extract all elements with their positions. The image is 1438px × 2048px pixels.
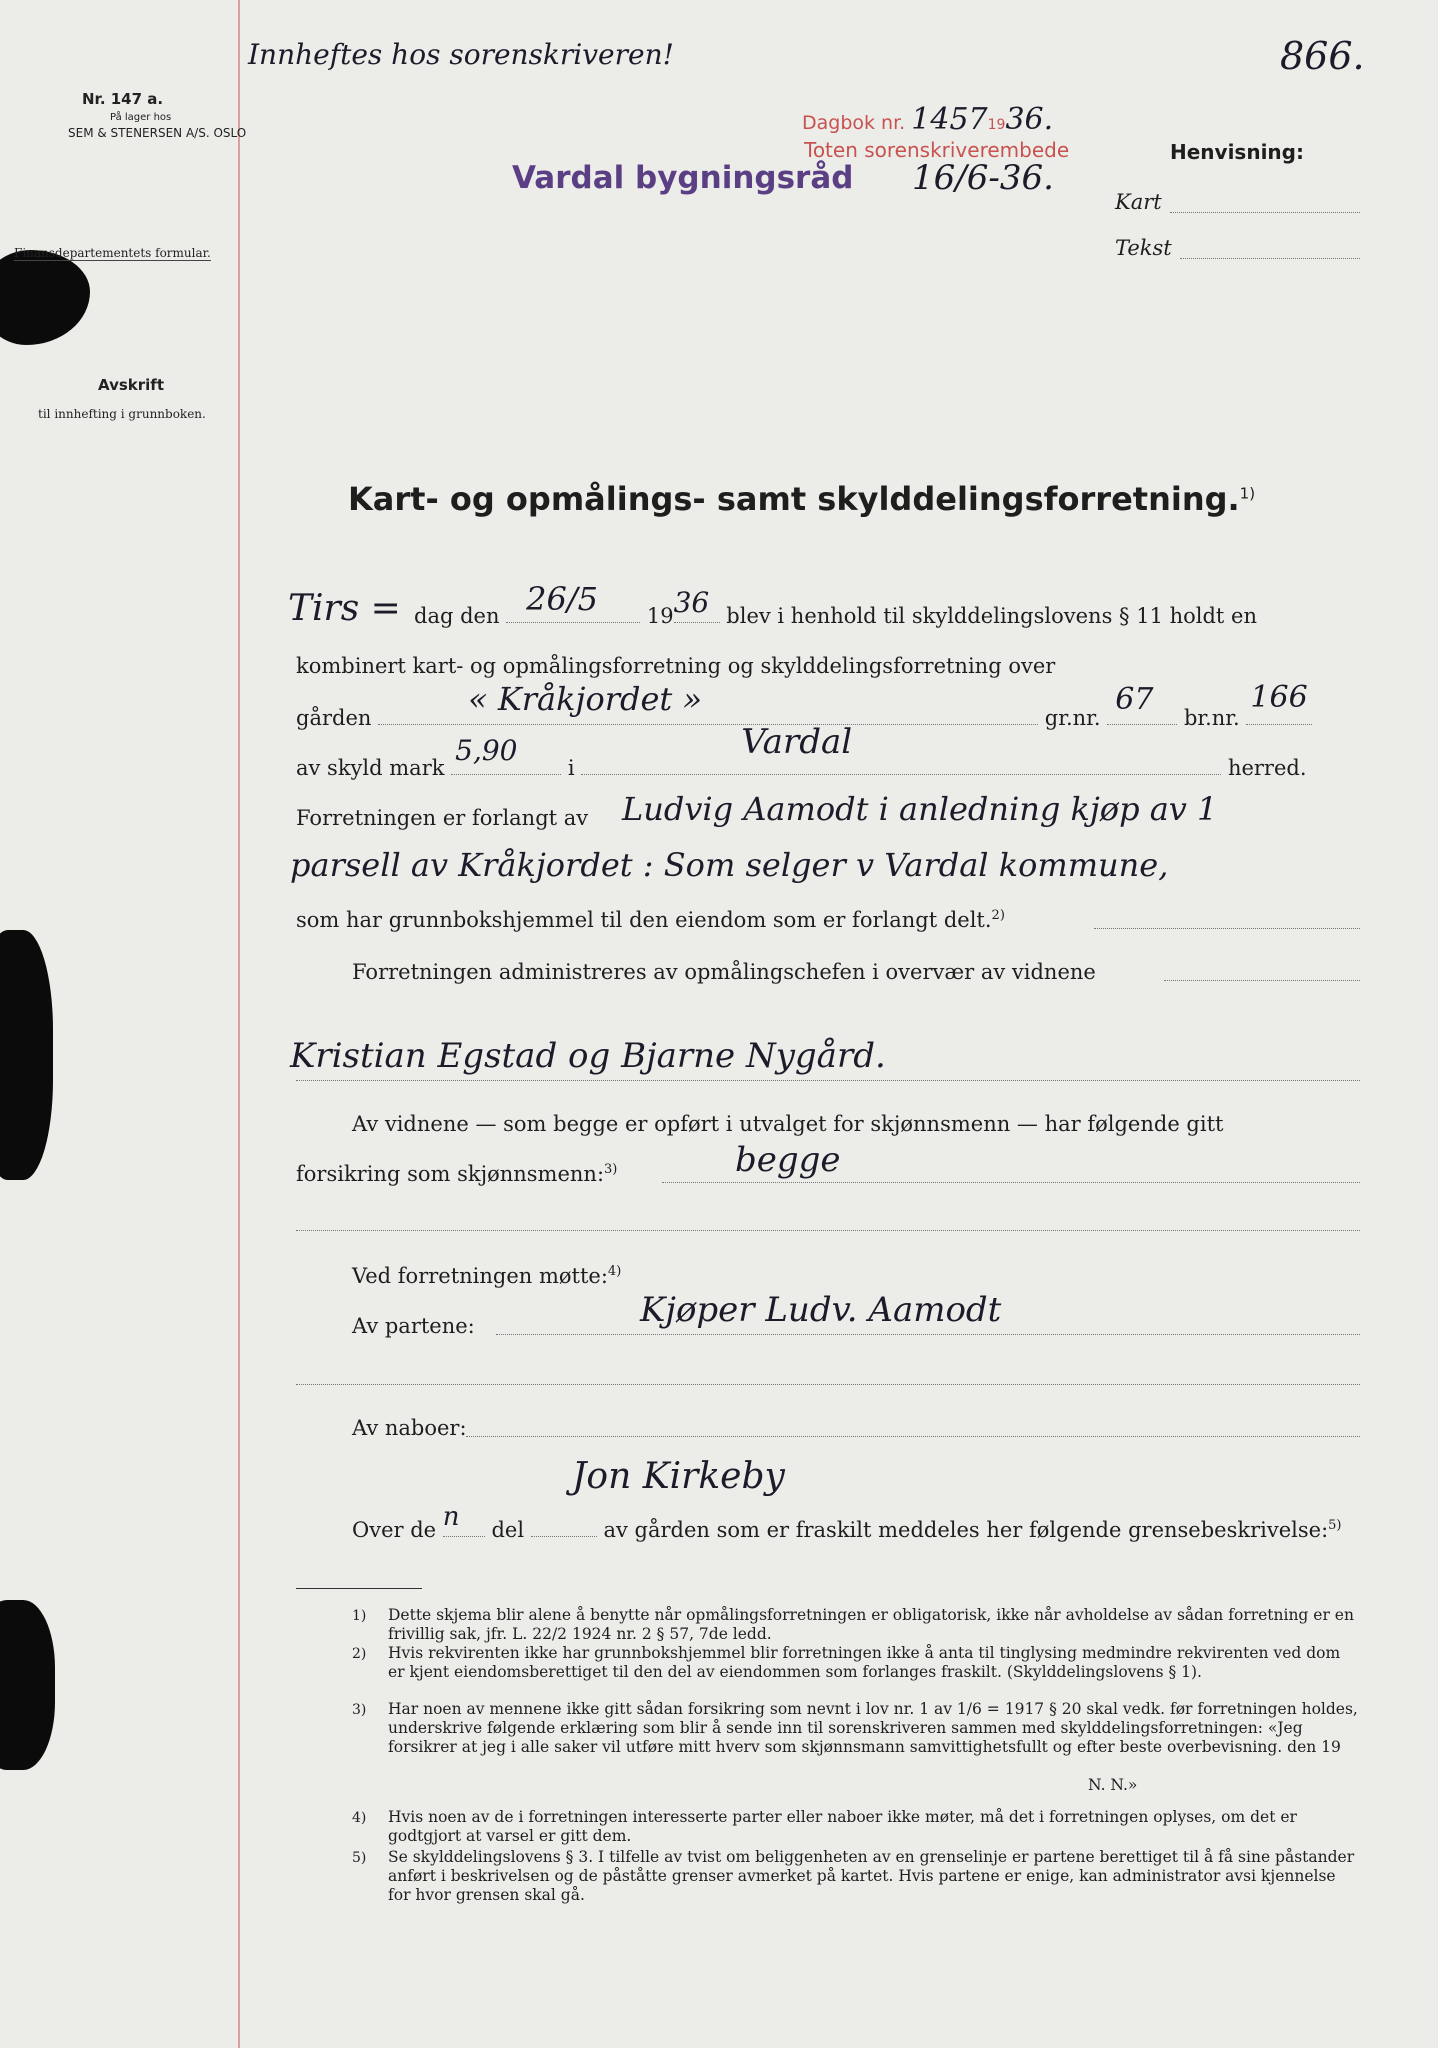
year-prefix: 19: [646, 604, 674, 628]
dag-den-label: dag den: [414, 604, 500, 628]
forsikring-label: forsikring som skjønnsmenn:: [296, 1162, 605, 1186]
ink-blot: [0, 250, 90, 345]
grense-label: av gården som er fraskilt meddeles her følgende grensebeskrivelse:: [603, 1518, 1329, 1542]
date-field: [506, 580, 640, 623]
line-motte: [352, 1264, 621, 1288]
brnr-hand: 166: [1250, 680, 1308, 715]
footnote-3: Har noen av mennene ikke gitt sådan forsikring som nevnt i lov nr. 1 av 1/6 = 1917 § 20 skal vedk. før forretningen holdes, underskrive følgende erklæring som blir å sende inn til sorenskriveren sammen med skylddelingsforretningen: «Jeg forsikrer at jeg i alle saker vil utføre mitt hverv som skjønnsmann samvittighetsfullt og efter beste overbevisning. den 19: [388, 1700, 1358, 1756]
forsikring-dotline2: [296, 1230, 1360, 1231]
del-field: [531, 1518, 597, 1537]
partene-hand: Kjøper Ludv. Aamodt: [640, 1290, 1002, 1330]
naboer-label: Av naboer:: [352, 1416, 467, 1440]
naboer-dotline: [466, 1436, 1360, 1437]
over-de-field: [442, 1502, 485, 1537]
line-grunnbok: [296, 908, 1005, 932]
handwritten-note: Innheftes hos sorenskriveren!: [248, 38, 674, 71]
line1-rest: blev i henhold til skylddelingslovens § 11 holdt en: [726, 604, 1257, 628]
publisher-line1: På lager hos: [110, 112, 172, 123]
year-field: [673, 586, 720, 623]
herred-field: [581, 722, 1221, 775]
date-hand: 26/5: [526, 580, 599, 618]
day-hand: Tirs =: [288, 588, 401, 629]
over-de-hand: n: [442, 1502, 460, 1532]
vidner-hand: Kristian Egstad og Bjarne Nygård.: [290, 1036, 886, 1076]
henvisning-tekst: Tekst: [1115, 236, 1172, 260]
line-skyld: [296, 722, 1307, 780]
year-hand: 36: [673, 586, 710, 619]
skyld-hand: 5,90: [455, 734, 518, 767]
garden-field: [378, 680, 1038, 725]
partene-dotline: [496, 1334, 1360, 1335]
line-naboer: [352, 1416, 467, 1440]
partene-dotline2: [296, 1384, 1360, 1385]
footnote-5-num: 5): [352, 1850, 367, 1866]
sorenskriver-stamp: Toten sorenskriverembede: [804, 138, 1070, 162]
garden-hand: « Kråkjordet »: [468, 680, 703, 718]
grnr-hand: 67: [1115, 682, 1154, 717]
dagbok-year: 36.: [1005, 102, 1054, 137]
footnote-1-num: 1): [352, 1608, 367, 1624]
line-partene: [352, 1314, 475, 1338]
form-number: Nr. 147 a.: [82, 90, 164, 108]
brnr-label: br.nr.: [1183, 706, 1240, 730]
ink-blot: [0, 1600, 55, 1770]
grnr-label: gr.nr.: [1044, 706, 1101, 730]
avskrift-label: Avskrift: [98, 376, 164, 394]
footnote-4-num: 4): [352, 1810, 367, 1826]
footnote-separator: [296, 1588, 422, 1589]
brnr-field: [1246, 680, 1312, 725]
footnote-1: Dette skjema blir alene å benytte når opmålingsforretningen er obligatorisk, ikke når avholdelse av sådan forretning er en frivillig sak, jfr. L. 22/2 1924 nr. 2 § 57, 7de ledd.: [388, 1606, 1354, 1643]
i-label: i: [567, 756, 575, 780]
line-av-vidnene: Av vidnene — som begge er opført i utvalget for skjønnsmenn — har følgende gitt: [352, 1112, 1224, 1136]
page-number: 866.: [1280, 34, 1365, 78]
dagbok-stamp: [802, 102, 1053, 137]
footnote-2-num: 2): [352, 1646, 367, 1662]
footnote-3-signature: N. N.»: [1088, 1776, 1138, 1794]
grunnbok-text: som har grunnbokshjemmel til den eiendom som er forlangt delt.: [296, 908, 992, 932]
margin-line: [238, 0, 240, 2048]
administreres-dotline: [1164, 980, 1360, 981]
grunnbok-dotline: [1094, 928, 1360, 929]
grense-sup: 5): [1328, 1518, 1342, 1533]
line-forsikring: [296, 1162, 617, 1186]
herred-hand: Vardal: [741, 722, 853, 762]
dagbok-label: Dagbok nr.: [802, 112, 906, 134]
form-title-text: Kart- og opmålings- samt skylddelingsforretning.: [348, 480, 1240, 518]
line2: kombinert kart- og opmålingsforretning og skylddelingsforretning over: [296, 654, 1056, 678]
stamp-date: 16/6-36.: [912, 158, 1054, 198]
footnote-4: Hvis noen av de i forretningen interesserte parter eller naboer ikke møter, må det i forretningen oplyses, om det er godtgjort at varsel er gitt dem.: [388, 1808, 1297, 1845]
line-grense: [352, 1502, 1342, 1542]
form-title: [348, 480, 1255, 518]
avskrift-sub: til innhefting i grunnboken.: [38, 407, 206, 421]
garden-label: gården: [296, 706, 372, 730]
henvisning-title: Henvisning:: [1170, 140, 1304, 164]
vidner-dotline: [296, 1080, 1360, 1081]
footnote-2: Hvis rekvirenten ikke har grunnbokshjemmel blir forretningen ikke å anta til tinglysing medmindre rekvirenten ved dom er kjent eiendomsberettiget til den del av eiendommen som forlanges fraskilt. (Skylddelingslovens § 1).: [388, 1644, 1341, 1681]
publisher-line2: SEM & STENERSEN A/S. OSLO: [68, 126, 247, 140]
grunnbok-sup: 2): [991, 908, 1005, 923]
motte-sup: 4): [607, 1264, 622, 1279]
over-de-label: Over de: [352, 1518, 437, 1542]
forlangt-label: Forretningen er forlangt av: [296, 806, 589, 830]
skyld-field: [451, 734, 561, 775]
footnote-3-num: 3): [352, 1702, 367, 1718]
footnote-5: Se skylddelingslovens § 3. I tilfelle av tvist om beliggenheten av en grenselinje er partene berettiget til å få sine påstander anført i beskrivelsen og de påståtte grenser avmerket på kartet. Hvis partene er enige, kan administrator avsi kjennelse for hvor grensen skal gå.: [388, 1848, 1355, 1904]
kart-dotline: [1170, 212, 1360, 213]
grnr-field: [1107, 682, 1177, 725]
dagbok-number: 1457: [911, 102, 988, 137]
dagbok-year-prefix: 19: [987, 117, 1006, 133]
herred-label: herred.: [1227, 756, 1307, 780]
forsikring-sup: 3): [604, 1162, 618, 1177]
form-title-sup: 1): [1239, 484, 1256, 503]
line-forlangt: [296, 806, 588, 830]
formular-label: Finansdepartementets formular.: [14, 246, 211, 260]
forsikring-dotline: [662, 1182, 1360, 1183]
forlangt-hand2: parsell av Kråkjordet : Som selger v Vardal kommune,: [290, 846, 1169, 884]
forlangt-hand: Ludvig Aamodt i anledning kjøp av 1: [622, 790, 1218, 828]
naboer-hand: Jon Kirkeby: [572, 1456, 785, 1497]
del-label: del: [491, 1518, 525, 1542]
tekst-dotline: [1180, 258, 1360, 259]
motte-label: Ved forretningen møtte:: [352, 1264, 608, 1288]
skyld-label: av skyld mark: [296, 756, 445, 780]
henvisning-kart: Kart: [1115, 190, 1162, 214]
line-date: [414, 580, 1257, 628]
bygningsrad-stamp: Vardal bygningsråd: [512, 160, 854, 196]
partene-label: Av partene:: [352, 1314, 475, 1338]
forsikring-hand: begge: [735, 1140, 841, 1180]
line-administreres: Forretningen administreres av opmålingschefen i overvær av vidnene: [352, 960, 1096, 984]
ink-blot: [0, 930, 53, 1180]
